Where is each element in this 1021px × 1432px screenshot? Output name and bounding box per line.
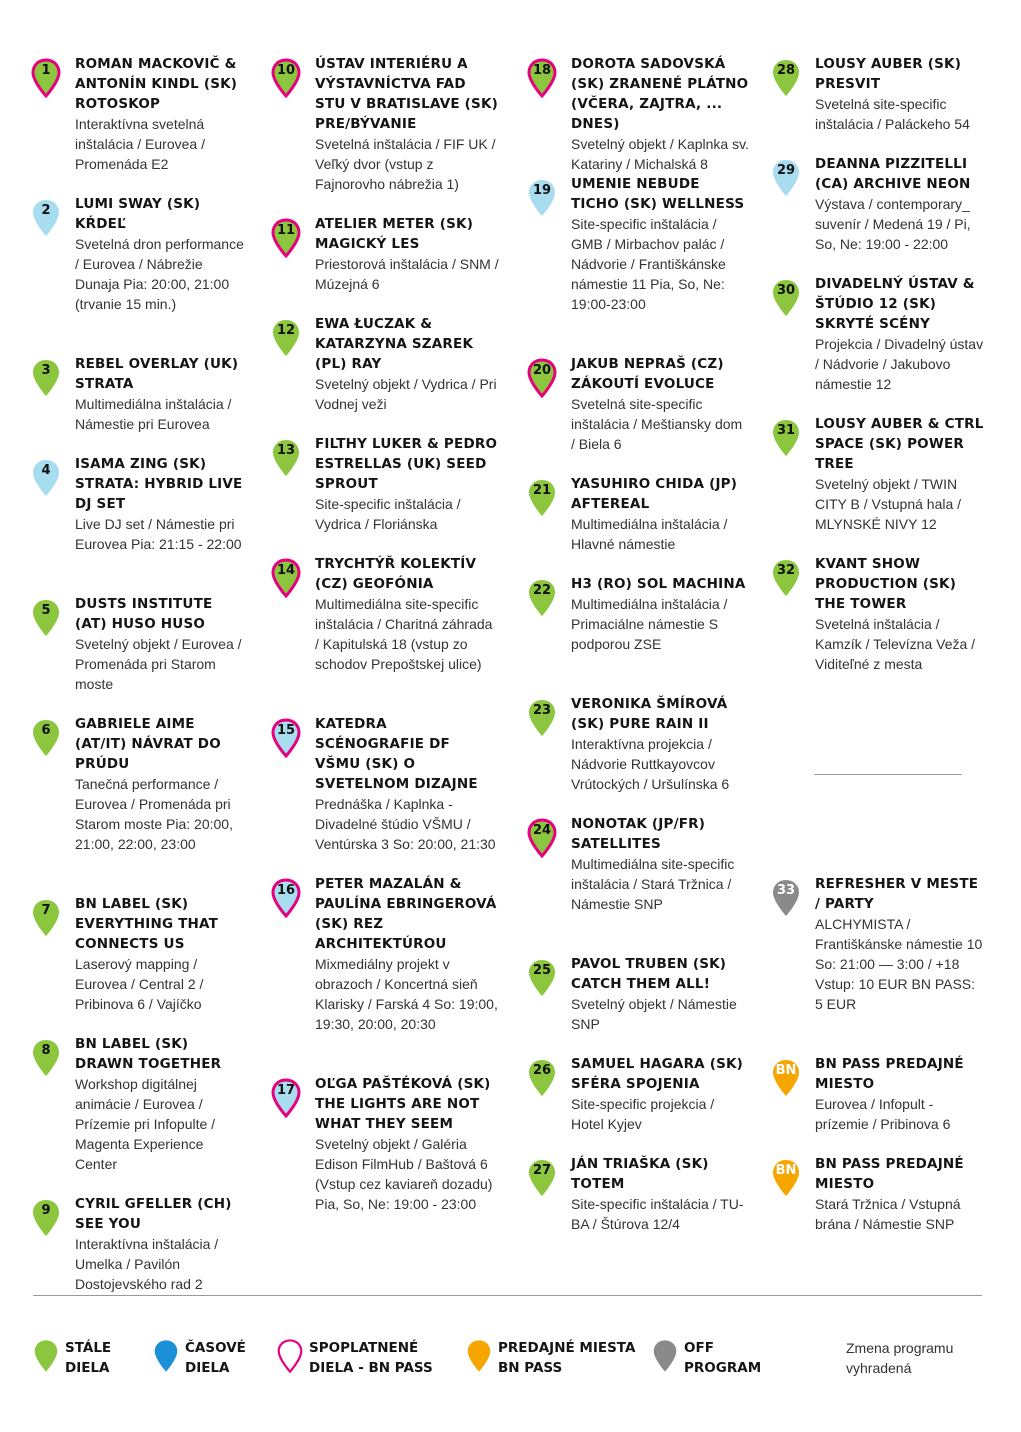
program-item-description: Interaktívna svetelná inštalácia / Eurovea / Promenáda E2 — [75, 116, 205, 172]
program-item-description: Multimediálna inštalácia / Námestie pri Eurovea — [75, 396, 232, 432]
program-item-description: Stará Tržnica / Vstupná brána / Námestie SNP — [815, 1196, 961, 1232]
program-item-description: Priestorová inštalácia / SNM / Múzejná 6 — [315, 256, 499, 292]
program-item — [271, 554, 499, 714]
pin-number: 8 — [41, 1043, 51, 1058]
section-divider — [814, 774, 962, 775]
pin-number: 27 — [532, 1163, 552, 1178]
program-column-1 — [31, 54, 246, 1314]
program-item-title: ÚSTAV INTERIÉRU A VÝSTAVNÍCTVA FAD STU V BRATISLAVE (SK) PRE/BÝVANIE — [315, 56, 499, 132]
program-item-description: Site-specific inštalácia / TU-BA / Štúrova 12/4 — [571, 1196, 744, 1232]
pin-number: 9 — [41, 1203, 51, 1218]
program-column-2 — [271, 54, 499, 1254]
program-item — [527, 54, 749, 174]
program-item-title: TRYCHTÝŘ KOLEKTÍV (CZ) GEOFÓNIA — [315, 556, 477, 592]
pin-number: 18 — [532, 63, 552, 78]
map-pin-icon — [771, 418, 801, 458]
pin-number: 21 — [532, 483, 552, 498]
program-item-title: BN PASS PREDAJNÉ MIESTO — [815, 1156, 964, 1192]
program-change-note: Zmena programu vyhradená — [846, 1340, 954, 1376]
program-item-title: DUSTS INSTITUTE (AT) HUSO HUSO — [75, 596, 213, 632]
program-item-description: Svetelný objekt / Vydrica / Pri Vodnej veži — [315, 376, 497, 412]
program-item-title: PAVOL TRUBEN (SK) CATCH THEM ALL! — [571, 956, 727, 992]
pin-number: 12 — [276, 323, 296, 338]
map-pin-icon — [31, 198, 61, 238]
program-item — [771, 54, 986, 154]
program-item — [31, 1194, 246, 1314]
map-pin-icon — [771, 558, 801, 598]
program-item-title: YASUHIRO CHIDA (JP) AFTEREAL — [571, 476, 738, 512]
program-item — [31, 594, 246, 714]
program-item-title: LOUSY AUBER (SK) PRESVIT — [815, 56, 962, 92]
program-item-description: Projekcia / Divadelný ústav / Nádvorie / Jakubovo námestie 12 — [815, 336, 984, 392]
legend-label: SPOPLATNENÉ DIELA - BN PASS — [309, 1340, 433, 1376]
program-item — [771, 554, 986, 874]
program-item — [527, 174, 749, 354]
program-item-title: ATELIER METER (SK) MAGICKÝ LES — [315, 216, 474, 252]
map-pin-icon — [527, 358, 557, 398]
program-item-title: LOUSY AUBER & CTRL SPACE (SK) POWER TREE — [815, 416, 984, 472]
program-item — [527, 1054, 749, 1154]
map-pin-icon — [31, 458, 61, 498]
pin-number: 1 — [41, 63, 51, 78]
map-pin-icon — [771, 1058, 801, 1098]
program-item-title: KVANT SHOW PRODUCTION (SK) THE TOWER — [815, 556, 957, 612]
program-item-title: GABRIELE AIME (AT/IT) NÁVRAT DO PRÚDU — [75, 716, 221, 772]
pin-number: 24 — [532, 823, 552, 838]
legend-item — [153, 1338, 275, 1378]
pin-number: 3 — [41, 363, 51, 378]
program-item-title: VERONIKA ŠMÍROVÁ (SK) PURE RAIN II — [571, 696, 728, 732]
program-item-description: Svetelný objekt / Eurovea / Promenáda pri Starom moste — [75, 636, 242, 692]
program-item-description: Prednáška / Kaplnka - Divadelné štúdio VŠMU / Ventúrska 3 So: 20:00, 21:30 — [315, 796, 496, 852]
program-item — [271, 1074, 499, 1254]
program-item-title: BN PASS PREDAJNÉ MIESTO — [815, 1056, 964, 1092]
map-pin-icon — [31, 898, 61, 938]
program-item — [31, 194, 246, 354]
legend-pin-icon — [652, 1338, 678, 1374]
program-item-description: Svetelná site-specific inštalácia / Meštiansky dom / Biela 6 — [571, 396, 743, 452]
pin-number: 4 — [41, 463, 51, 478]
legend-item — [652, 1338, 784, 1378]
program-item-title: DEANNA PIZZITELLI (CA) ARCHIVE NEON — [815, 156, 971, 192]
program-item-description: Interaktívna projekcia / Nádvorie Ruttkayovcov Vrútockých / Uršulínska 6 — [571, 736, 730, 792]
pin-number: BN — [775, 1163, 797, 1178]
map-pin-icon — [31, 58, 61, 98]
pin-number: 26 — [532, 1063, 552, 1078]
program-item — [771, 414, 986, 554]
program-column-3 — [527, 54, 749, 1254]
program-item-title: SAMUEL HAGARA (SK) SFÉRA SPOJENIA — [571, 1056, 744, 1092]
program-item-title: UMENIE NEBUDE TICHO (SK) WELLNESS — [571, 176, 745, 212]
program-item — [271, 54, 499, 214]
program-item — [271, 434, 499, 554]
legend-label: STÁLE DIELA — [65, 1340, 112, 1376]
program-item-description: Site-specific projekcia / Hotel Kyjev — [571, 1096, 715, 1132]
program-item — [771, 274, 986, 414]
program-item-description: Multimediálna inštalácia / Primaciálne námestie S podporou ZSE — [571, 596, 728, 652]
map-pin-icon — [527, 1058, 557, 1098]
program-item-description: ALCHYMISTA / Františkánske námestie 10 So: 21:00 — 3:00 / +18 Vstup: 10 EUR BN PASS: 5 EUR — [815, 916, 983, 1012]
program-item — [31, 714, 246, 894]
pin-number: 13 — [276, 443, 296, 458]
legend-label: ČASOVÉ DIELA — [185, 1340, 246, 1376]
map-pin-icon — [31, 358, 61, 398]
map-pin-icon — [527, 698, 557, 738]
program-item — [527, 474, 749, 574]
program-item — [527, 694, 749, 814]
program-item — [271, 714, 499, 874]
pin-number: 30 — [776, 283, 796, 298]
legend-item — [466, 1338, 648, 1378]
program-item-description: Výstava / contemporary_ suvenír / Medená 19 / Pi, So, Ne: 19:00 - 22:00 — [815, 196, 971, 252]
pin-number: BN — [775, 1063, 797, 1078]
map-pin-icon — [271, 558, 301, 598]
map-pin-icon — [271, 58, 301, 98]
program-item-title: JAKUB NEPRAŠ (CZ) ZÁKOUTÍ EVOLUCE — [571, 356, 724, 392]
pin-number: 25 — [532, 963, 552, 978]
map-pin-icon — [771, 158, 801, 198]
program-item — [527, 354, 749, 474]
pin-number: 19 — [532, 183, 552, 198]
program-item-description: Eurovea / Infopult - prízemie / Pribinova 6 — [815, 1096, 951, 1132]
program-item-description: Site-specific inštalácia / GMB / Mirbachov palác / Nádvorie / Františkánske námestie 11 Pia, So, Ne: 19:00-23:00 — [571, 216, 726, 312]
pin-number: 17 — [276, 1083, 296, 1098]
program-item-description: Interaktívna inštalácia / Umelka / Pavilón Dostojevského rad 2 — [75, 1236, 219, 1292]
program-item — [31, 354, 246, 454]
program-item — [31, 1034, 246, 1194]
map-pin-icon — [31, 1198, 61, 1238]
program-item — [31, 54, 246, 194]
program-item-title: KATEDRA SCÉNOGRAFIE DF VŠMU (SK) O SVETELNOM DIZAJNE — [315, 716, 478, 792]
program-item-description: Live DJ set / Námestie pri Eurovea Pia: 21:15 - 22:00 — [75, 516, 242, 552]
map-pin-icon — [271, 218, 301, 258]
map-pin-icon — [271, 1078, 301, 1118]
program-item — [31, 454, 246, 594]
pin-number: 32 — [776, 563, 796, 578]
legend-item — [277, 1338, 459, 1378]
map-pin-icon — [527, 58, 557, 98]
program-item — [31, 894, 246, 1034]
map-pin-icon — [771, 58, 801, 98]
map-pin-icon — [527, 178, 557, 218]
map-pin-icon — [31, 598, 61, 638]
program-item — [771, 874, 986, 1054]
program-item-title: JÁN TRIAŠKA (SK) TOTEM — [571, 1156, 709, 1192]
program-item-title: OĽGA PAŠTÉKOVÁ (SK) THE LIGHTS ARE NOT WHAT THEY SEEM — [315, 1076, 491, 1132]
program-item-description: Laserový mapping / Eurovea / Central 2 / Pribinova 6 / Vajíčko — [75, 956, 204, 1012]
program-column-4 — [771, 54, 986, 1254]
pin-number: 6 — [41, 723, 51, 738]
program-item-description: Svetelný objekt / TWIN CITY B / Vstupná hala / MLYNSKÉ NIVY 12 — [815, 476, 962, 532]
pin-number: 28 — [776, 63, 796, 78]
program-item-title: CYRIL GFELLER (CH) SEE YOU — [75, 1196, 232, 1232]
program-item-description: Svetelný objekt / Galéria Edison FilmHub / Baštová 6 (Vstup cez kaviareň dozadu) Pia, So, Ne: 19:00 - 23:00 — [315, 1136, 493, 1212]
legend-pin-icon — [277, 1338, 303, 1374]
program-item-description: Multimediálna inštalácia / Hlavné námestie — [571, 516, 728, 552]
map-pin-icon — [527, 818, 557, 858]
map-pin-icon — [771, 878, 801, 918]
legend-pin-icon — [153, 1338, 179, 1374]
program-item-description: Svetelná inštalácia / FIF UK / Veľký dvor (vstup z Fajnorovho nábrežia 1) — [315, 136, 496, 192]
program-item-description: Multimediálna site-specific inštalácia / Stará Tržnica / Námestie SNP — [571, 856, 735, 912]
pin-number: 23 — [532, 703, 552, 718]
map-pin-icon — [271, 318, 301, 358]
pin-number: 2 — [41, 203, 51, 218]
program-item-title: NONOTAK (JP/FR) SATELLITES — [571, 816, 706, 852]
program-item-description: Svetelný objekt / Kaplnka sv. Katariny / Michalská 8 — [571, 136, 749, 172]
map-pin-icon — [271, 878, 301, 918]
pin-number: 15 — [276, 723, 296, 738]
program-item-title: DOROTA SADOVSKÁ (SK) ZRANENÉ PLÁTNO (VČERA, ZAJTRA, ... DNES) — [571, 56, 749, 132]
program-item-title: EWA ŁUCZAK & KATARZYNA SZAREK (PL) RAY — [315, 316, 474, 372]
pin-number: 20 — [532, 363, 552, 378]
map-pin-icon — [527, 478, 557, 518]
program-item — [527, 574, 749, 694]
program-item-description: Svetelná dron performance / Eurovea / Nábrežie Dunaja Pia: 20:00, 21:00 (trvanie 15 min.) — [75, 236, 244, 312]
program-item — [527, 814, 749, 954]
program-item-title: REBEL OVERLAY (UK) STRATA — [75, 356, 239, 392]
program-item-title: FILTHY LUKER & PEDRO ESTRELLAS (UK) SEED SPROUT — [315, 436, 498, 492]
map-pin-icon — [31, 1038, 61, 1078]
legend-item — [33, 1338, 155, 1378]
map-pin-icon — [527, 1158, 557, 1198]
program-item — [527, 1154, 749, 1254]
pin-number: 7 — [41, 903, 51, 918]
pin-number: 29 — [776, 163, 796, 178]
pin-number: 5 — [41, 603, 51, 618]
legend-label: OFF PROGRAM — [684, 1340, 762, 1376]
legend-pin-icon — [466, 1338, 492, 1374]
map-pin-icon — [527, 958, 557, 998]
program-item-description: Site-specific inštalácia / Vydrica / Floriánska — [315, 496, 461, 532]
legend-divider — [33, 1295, 982, 1296]
program-item — [271, 874, 499, 1074]
program-item-title: REFRESHER V MESTE / PARTY — [815, 876, 979, 912]
program-item — [271, 214, 499, 314]
program-item-description: Mixmediálny projekt v obrazoch / Koncertná sieň Klarisky / Farská 4 So: 19:00, 19:30, 20:00, 20:30 — [315, 956, 498, 1032]
program-item-title: LUMI SWAY (SK) KŔDEĽ — [75, 196, 201, 232]
program-item-title: ISAMA ZING (SK) STRATA: HYBRID LIVE DJ SET — [75, 456, 243, 512]
legend-pin-icon — [33, 1338, 59, 1374]
legend-label: PREDAJNÉ MIESTA BN PASS — [498, 1340, 636, 1376]
program-item-title: PETER MAZALÁN & PAULÍNA EBRINGEROVÁ (SK) REZ ARCHITEKTÚROU — [315, 876, 497, 952]
program-item-title: H3 (RO) SOL MACHINA — [571, 576, 746, 592]
program-item-description: Multimediálna site-specific inštalácia / Charitná záhrada / Kapitulská 18 (vstup zo schodov Prepoštskej ulice) — [315, 596, 493, 672]
map-pin-icon — [527, 578, 557, 618]
program-item-description: Svetelný objekt / Námestie SNP — [571, 996, 737, 1032]
map-pin-icon — [771, 278, 801, 318]
program-item-title: BN LABEL (SK) EVERYTHING THAT CONNECTS US — [75, 896, 219, 952]
program-item-description: Tanečná performance / Eurovea / Promenáda pri Starom moste Pia: 20:00, 21:00, 22:00, 23:00 — [75, 776, 233, 852]
program-item-title: DIVADELNÝ ÚSTAV & ŠTÚDIO 12 (SK) SKRYTÉ SCÉNY — [815, 276, 975, 332]
program-item — [771, 1154, 986, 1254]
program-item-description: Svetelná site-specific inštalácia / Paláckeho 54 — [815, 96, 970, 132]
program-item-description: Workshop digitálnej animácie / Eurovea / Prízemie pri Infopulte / Magenta Experience Center — [75, 1076, 216, 1172]
map-pin-icon — [271, 438, 301, 478]
map-pin-icon — [31, 718, 61, 758]
program-item — [271, 314, 499, 434]
program-item — [771, 1054, 986, 1154]
map-pin-icon — [771, 1158, 801, 1198]
pin-number: 33 — [776, 883, 796, 898]
pin-number: 10 — [276, 63, 296, 78]
pin-number: 14 — [276, 563, 296, 578]
program-item-description: Svetelná inštalácia / Kamzík / Televízna Veža / Viditeľné z mesta — [815, 616, 976, 672]
program-item — [527, 954, 749, 1054]
program-item-title: BN LABEL (SK) DRAWN TOGETHER — [75, 1036, 222, 1072]
pin-number: 11 — [276, 223, 296, 238]
pin-number: 22 — [532, 583, 552, 598]
map-pin-icon — [271, 718, 301, 758]
pin-number: 16 — [276, 883, 296, 898]
pin-number: 31 — [776, 423, 796, 438]
program-item-title: ROMAN MACKOVIČ & ANTONÍN KINDL (SK) ROTOSKOP — [75, 56, 238, 112]
program-item — [771, 154, 986, 274]
